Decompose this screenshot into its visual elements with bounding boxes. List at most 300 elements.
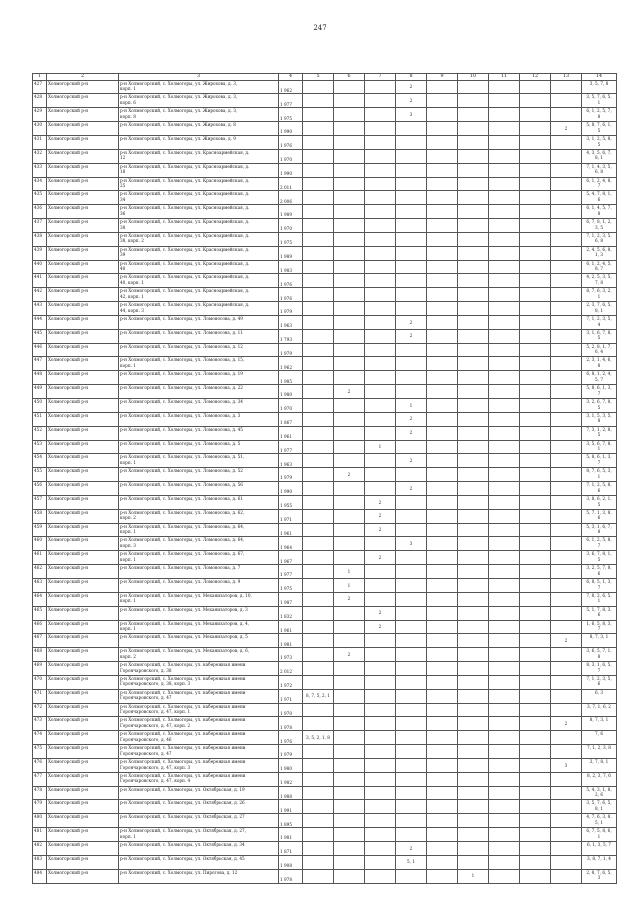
address-cell-line: Горончаровского, д. 46 [120,736,172,742]
value-cell-c5 [303,800,334,814]
sequence-cell [582,399,617,413]
value-cell-c11 [489,108,520,122]
year-cell: 1 985 [279,371,303,385]
value-cell-c5 [303,814,334,828]
value-cell-c5 [303,357,334,371]
value-cell-c7 [365,385,396,399]
sequence-cell-line: 5, 4, 7, 8, 1, [586,191,612,197]
value-cell-c10 [458,523,489,537]
value-cell-c12 [520,219,551,233]
value-cell-c12 [520,745,551,759]
address-cell [119,565,279,579]
address-cell-line: корп. 2 [120,653,136,659]
value-cell-c5 [303,828,334,842]
sequence-cell-line: 8 [597,113,601,119]
sequence-cell-line: 6, 8 [595,238,603,244]
sequence-cell [582,315,617,329]
sequence-cell-line: 8, 7, 3, 1 [589,634,609,640]
value-cell-c8: 2 [396,454,427,468]
value-cell-c12 [520,440,551,454]
value-cell-c12 [520,80,551,94]
value-cell-c12 [520,565,551,579]
year-cell: 1 975 [279,578,303,592]
value-cell-c7 [365,842,396,856]
value-cell-c11 [489,565,520,579]
address-cell-line: корп. 1 [120,459,136,465]
address-cell-line: 34 [120,196,126,202]
sequence-cell-line: 8, 1 [595,307,603,313]
value-cell-c10 [458,731,489,745]
value-cell-c10 [458,482,489,496]
value-cell-c11 [489,578,520,592]
address-cell-line: 12 [120,155,126,161]
value-cell-c7 [365,122,396,136]
row-number: 483 [33,855,47,869]
table-row [33,288,617,302]
value-cell-c12 [520,620,551,634]
district-cell: Холмогорский р-н [47,689,119,703]
district-cell: Холмогорский р-н [47,578,119,592]
sequence-cell-line: 4 [597,321,601,327]
value-cell-c10 [458,578,489,592]
year-cell: 1 975 [279,232,303,246]
value-cell-c11 [489,482,520,496]
district-cell: Холмогорский р-н [47,758,119,772]
value-cell-c8: 3 [396,537,427,551]
value-cell-c9 [427,578,458,592]
value-cell-c12 [520,786,551,800]
address-cell-line: 39 [120,252,126,258]
value-cell-c10 [458,592,489,606]
table-row [33,495,617,509]
address-cell [119,606,279,620]
value-cell-c6 [334,758,365,772]
row-number: 448 [33,371,47,385]
address-cell [119,786,279,800]
value-cell-c6 [334,662,365,676]
address-cell [119,232,279,246]
value-cell-c10 [458,800,489,814]
sequence-cell-line: 6, 8 [595,169,603,175]
district-cell: Холмогорский р-н [47,94,119,108]
year-cell: 1 989 [279,205,303,219]
address-cell [119,495,279,509]
sequence-cell-line: 5, 7, 1, 3, 8, [586,509,612,515]
row-number: 463 [33,578,47,592]
value-cell-c7 [365,302,396,316]
value-cell-c7 [365,717,396,731]
value-cell-c7 [365,703,396,717]
value-cell-c10 [458,828,489,842]
district-cell: Холмогорский р-н [47,315,119,329]
year-cell: 1 970 [279,149,303,163]
address-cell [119,108,279,122]
value-cell-c12 [520,662,551,676]
table-row [33,246,617,260]
value-cell-c13 [551,80,582,94]
district-cell: Холмогорский р-н [47,163,119,177]
value-cell-c8 [396,495,427,509]
row-number: 431 [33,135,47,149]
value-cell-c11 [489,634,520,648]
address-cell [119,578,279,592]
row-number: 439 [33,246,47,260]
sequence-cell-line: 5 [597,556,601,562]
value-cell-c9 [427,315,458,329]
address-cell [119,675,279,689]
row-number: 437 [33,219,47,233]
row-number: 478 [33,786,47,800]
sequence-cell-line: 3, 8, 7, 1, 4 [587,855,611,861]
year-cell: 1 973 [279,648,303,662]
value-cell-c12 [520,385,551,399]
value-cell-c7 [365,149,396,163]
year-cell: 1 979 [279,343,303,357]
district-cell: Холмогорский р-н [47,869,119,883]
address-cell-line: р-н Холмогорский, с. Холмогоры, ул. Жирохова, д. 3, [120,80,238,86]
address-cell-line: р-н Холмогорский, с. Холмогоры, ул. Ломоносова, д. 22 [120,385,243,391]
row-number: 471 [33,689,47,703]
year-cell: 1 963 [279,454,303,468]
table-row [33,329,617,343]
value-cell-c7 [365,772,396,786]
value-cell-c7 [365,731,396,745]
value-cell-c13: 2 [551,634,582,648]
column-header-12: 12 [520,74,551,81]
value-cell-c6 [334,689,365,703]
address-cell-line: р-н Холмогорский, с. Холмогоры, ул. Октябрьская, д. 34 [120,842,245,847]
year-cell: 1 970 [279,219,303,233]
value-cell-c6 [334,219,365,233]
value-cell-c13 [551,94,582,108]
address-cell-line: р-н Холмогорский, с. Холмогоры, ул. Октябрьская, д. 26 [120,800,245,806]
value-cell-c8 [396,149,427,163]
sequence-cell-line: 6, 4 [595,349,603,355]
year-cell: 1 962 [279,80,303,94]
value-cell-c6 [334,205,365,219]
value-cell-c5 [303,440,334,454]
value-cell-c13 [551,357,582,371]
row-number: 428 [33,94,47,108]
address-cell [119,537,279,551]
value-cell-c12 [520,689,551,703]
sequence-cell-line: 5, 8, 6, 1, 3, [586,454,612,460]
value-cell-c13 [551,315,582,329]
address-cell-line: р-н Холмогорский, с. Холмогоры, ул. Ломоносова, д. 11 [120,329,243,335]
address-cell-line: р-н Холмогорский, с. Холмогоры, ул. Красноармейская, д. [120,177,250,183]
value-cell-c6: 2 [334,648,365,662]
address-cell [119,662,279,676]
value-cell-c13 [551,177,582,191]
column-header-3: 3 [119,74,279,81]
address-cell [119,219,279,233]
year-cell: 1 970 [279,703,303,717]
value-cell-c12 [520,648,551,662]
address-cell-line: Горончаровского, д. 47, корп. 1 [120,709,191,715]
value-cell-c11 [489,662,520,676]
district-cell: Холмогорский р-н [47,509,119,523]
value-cell-c13 [551,205,582,219]
value-cell-c6 [334,523,365,537]
value-cell-c12 [520,731,551,745]
value-cell-c5 [303,274,334,288]
value-cell-c5 [303,869,334,883]
value-cell-c12 [520,828,551,842]
address-cell-line: р-н Холмогорский, с. Холмогоры, ул. Октябрьская, д. 19 [120,786,245,792]
value-cell-c7 [365,675,396,689]
value-cell-c7 [365,814,396,828]
value-cell-c5 [303,122,334,136]
address-cell-line: р-н Холмогорский, с. Холмогоры, ул. Красноармейская, д. [120,246,250,252]
value-cell-c10 [458,343,489,357]
district-cell: Холмогорский р-н [47,149,119,163]
sequence-cell-line: 5 [597,141,601,147]
column-header-7: 7 [365,74,396,81]
value-cell-c7 [365,565,396,579]
sequence-cell [582,828,617,842]
value-cell-c6 [334,191,365,205]
value-cell-c6 [334,869,365,883]
table-row [33,592,617,606]
district-cell: Холмогорский р-н [47,620,119,634]
address-cell [119,842,279,856]
sequence-cell [582,288,617,302]
sequence-cell-line: 2, 3, 1, 4, 6, [586,357,612,363]
value-cell-c11 [489,689,520,703]
value-cell-c9 [427,537,458,551]
sequence-cell [582,703,617,717]
address-cell-line: р-н Холмогорский, с. Холмогоры, ул. набережная имени [120,731,246,737]
table-row [33,80,617,94]
value-cell-c6 [334,537,365,551]
value-cell-c7: 2 [365,509,396,523]
district-cell: Холмогорский р-н [47,80,119,94]
value-cell-c10 [458,205,489,219]
sequence-cell [582,814,617,828]
value-cell-c11 [489,786,520,800]
value-cell-c10 [458,537,489,551]
sequence-cell [582,412,617,426]
sequence-cell-line: 8 [597,418,601,424]
address-cell-line: р-н Холмогорский, с. Холмогоры, ул. Ломоносова, д. 3 [120,412,241,418]
value-cell-c9 [427,800,458,814]
table-row [33,454,617,468]
value-cell-c6 [334,495,365,509]
row-number: 464 [33,592,47,606]
value-cell-c6 [334,315,365,329]
value-cell-c6 [334,551,365,565]
address-cell [119,315,279,329]
value-cell-c9 [427,468,458,482]
table-row [33,551,617,565]
value-cell-c5 [303,412,334,426]
value-cell-c6 [334,703,365,717]
value-cell-c9 [427,412,458,426]
value-cell-c5 [303,80,334,94]
value-cell-c10 [458,246,489,260]
value-cell-c13 [551,426,582,440]
address-cell-line: 36 [120,210,126,216]
address-cell [119,274,279,288]
address-cell-line: р-н Холмогорский, с. Холмогоры, ул. Жирохова, д. 3, [120,108,238,114]
table-row [33,399,617,413]
value-cell-c9 [427,731,458,745]
address-cell [119,94,279,108]
sequence-cell-line: 3, 8, 6, 2, 1, [586,495,612,501]
row-number: 477 [33,772,47,786]
value-cell-c13 [551,399,582,413]
value-cell-c12 [520,842,551,856]
column-header-8: 8 [396,74,427,81]
value-cell-c8: 2 [396,482,427,496]
value-cell-c5: 8, 7, 5, 2, 1 [303,689,334,703]
table-row [33,745,617,759]
address-cell [119,302,279,316]
value-cell-c5 [303,634,334,648]
row-number: 429 [33,108,47,122]
value-cell-c11 [489,828,520,842]
table-row [33,260,617,274]
row-number: 484 [33,869,47,883]
table-row [33,232,617,246]
sequence-cell [582,426,617,440]
district-cell: Холмогорский р-н [47,246,119,260]
value-cell-c9 [427,108,458,122]
table-row [33,537,617,551]
value-cell-c12 [520,94,551,108]
value-cell-c7 [365,315,396,329]
address-cell-line: Горончаровского, д. 47, корп. 2 [120,723,191,728]
year-cell: 1 975 [279,108,303,122]
sequence-cell [582,260,617,274]
address-cell-line: Горончаровского, д. 47 [120,750,172,756]
year-cell: 1 979 [279,302,303,316]
district-cell: Холмогорский р-н [47,371,119,385]
value-cell-c13 [551,163,582,177]
year-cell: 1 978 [279,717,303,731]
value-cell-c8 [396,689,427,703]
value-cell-c11 [489,94,520,108]
table-row [33,523,617,537]
year-cell: 1 979 [279,468,303,482]
year-cell: 1 972 [279,675,303,689]
address-cell-line: корп. 1 [120,363,136,369]
value-cell-c7: 2 [365,606,396,620]
value-cell-c8 [396,246,427,260]
sequence-cell-line: 3 [597,875,601,881]
column-header-14: 14 [582,74,617,81]
value-cell-c5 [303,163,334,177]
table-row [33,315,617,329]
value-cell-c12 [520,772,551,786]
value-cell-c6: 2 [334,468,365,482]
sequence-cell-line: 6, 1, 4, 5, 7, [586,205,612,211]
value-cell-c5 [303,232,334,246]
value-cell-c6 [334,343,365,357]
column-header-2: 2 [47,74,119,81]
value-cell-c13 [551,800,582,814]
sequence-cell-line: 5, 8, 7, 6, 1, [586,122,612,128]
value-cell-c5 [303,149,334,163]
row-number: 475 [33,745,47,759]
value-cell-c6 [334,634,365,648]
value-cell-c13 [551,385,582,399]
row-number: 461 [33,551,47,565]
value-cell-c6 [334,786,365,800]
value-cell-c12 [520,800,551,814]
value-cell-c8 [396,232,427,246]
district-cell: Холмогорский р-н [47,648,119,662]
value-cell-c7 [365,274,396,288]
value-cell-c9 [427,634,458,648]
value-cell-c8 [396,731,427,745]
address-cell [119,758,279,772]
value-cell-c9 [427,329,458,343]
table-row [33,869,617,883]
value-cell-c13 [551,288,582,302]
district-cell: Холмогорский р-н [47,731,119,745]
address-cell-line: р-н Холмогорский, с. Холмогоры, ул. Октябрьская, д. 27 [120,814,245,820]
sequence-cell-line: 6 [597,612,601,618]
value-cell-c12 [520,274,551,288]
address-cell-line: р-н Холмогорский, с. Холмогоры, ул. Красноармейская, д. [120,302,250,308]
sequence-cell-line: 8, 7, 3, 1 [589,717,609,723]
value-cell-c7 [365,592,396,606]
sequence-cell [582,523,617,537]
table-row [33,786,617,800]
sequence-cell [582,80,617,94]
value-cell-c11 [489,191,520,205]
district-cell: Холмогорский р-н [47,703,119,717]
sequence-cell-line: 1 [597,293,601,299]
value-cell-c9 [427,163,458,177]
address-cell [119,772,279,786]
sequence-cell-line: 5, 2, 8, 1, 7, [586,343,612,349]
row-number: 460 [33,537,47,551]
value-cell-c11 [489,703,520,717]
sequence-cell-line: 5, 4, 3, 1, 8, [586,786,612,792]
value-cell-c6 [334,482,365,496]
sequence-cell-line: 7 [597,543,601,549]
value-cell-c9 [427,440,458,454]
value-cell-c13 [551,509,582,523]
sequence-cell-line: 6, 8, 1, 2, 4, [586,371,612,377]
sequence-cell-line: 8 [597,653,601,659]
district-cell: Холмогорский р-н [47,675,119,689]
sequence-cell-line: 7 [597,667,601,673]
table-row [33,94,617,108]
value-cell-c5 [303,108,334,122]
value-cell-c9 [427,371,458,385]
value-cell-c11 [489,758,520,772]
value-cell-c11 [489,495,520,509]
value-cell-c5 [303,205,334,219]
address-cell-line: 38 [120,224,126,230]
table-row [33,634,617,648]
value-cell-c6: 2 [334,592,365,606]
value-cell-c12 [520,717,551,731]
table-row [33,163,617,177]
sequence-cell-line: 7, 8 [595,280,603,285]
sequence-cell [582,343,617,357]
value-cell-c8 [396,205,427,219]
sequence-cell-line: 1, 6, 5, 8, 3, [586,620,612,626]
row-number: 453 [33,440,47,454]
value-cell-c8 [396,662,427,676]
district-cell: Холмогорский р-н [47,260,119,274]
address-cell-line: р-н Холмогорский, с. Холмогоры, ул. Красноармейская, д. [120,163,250,169]
address-cell-line: р-н Холмогорский, с. Холмогоры, ул. Ломоносова, д. 9 [120,578,241,584]
